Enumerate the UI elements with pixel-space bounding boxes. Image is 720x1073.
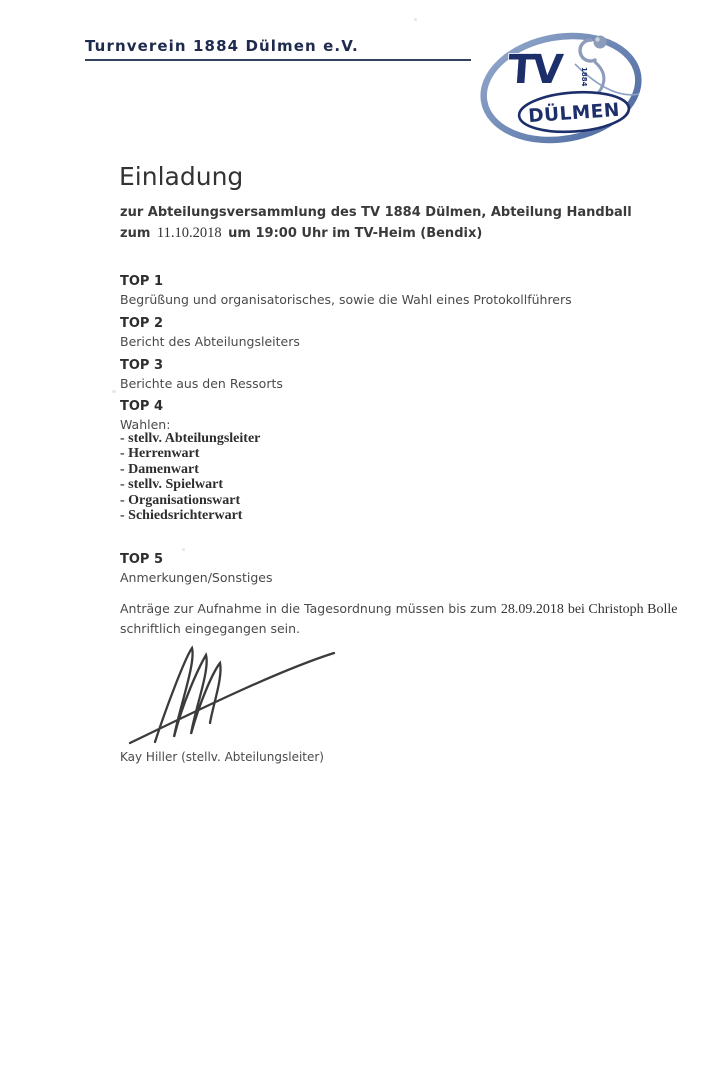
- intro-line1: zur Abteilungsversammlung des TV 1884 Dülmen, Abteilung Handball: [120, 205, 632, 220]
- closing-contact-person: bei Christoph Bolle: [567, 602, 678, 617]
- agenda-item-2: [120, 316, 300, 349]
- logo-city: DÜLMEN: [527, 99, 621, 128]
- intro-line2-suffix: um 19:00 Uhr im TV-Heim (Bendix): [228, 226, 483, 241]
- intro-line2-prefix: zum: [120, 226, 151, 241]
- agenda-text: Anmerkungen/Sonstiges: [120, 570, 273, 585]
- agenda-label: TOP 2: [120, 316, 164, 331]
- agenda-text: Begrüßung und organisatorisches, sowie die Wahl eines Protokollführers: [120, 292, 572, 307]
- scan-speck: [182, 548, 185, 551]
- club-logo: [479, 26, 644, 146]
- agenda-text: Wahlen:: [120, 417, 171, 432]
- deadline-date: 28.09.2018: [500, 602, 564, 617]
- agenda-text: Berichte aus den Ressorts: [120, 376, 283, 391]
- closing-line1: [120, 599, 677, 619]
- agenda-label: TOP 5: [120, 552, 164, 567]
- club-logo-graphic: [479, 26, 644, 146]
- closing-line1-prefix: Anträge zur Aufnahme in die Tagesordnung müssen bis zum: [120, 601, 497, 616]
- logo-year: 1884: [580, 67, 588, 87]
- document-title: Einladung: [119, 162, 244, 191]
- logo-abbr: TV: [506, 47, 562, 93]
- agenda-label: TOP 1: [120, 274, 164, 289]
- election-item: - Organisationswart: [120, 492, 241, 508]
- closing-paragraph: [120, 599, 677, 638]
- scan-speck: [414, 18, 417, 21]
- agenda-item-4: [120, 399, 170, 432]
- election-item: - stellv. Abteilungsleiter: [120, 431, 261, 446]
- election-item: - Herrenwart: [120, 446, 200, 462]
- election-item: - Damenwart: [120, 461, 199, 477]
- signature-image: [126, 644, 341, 746]
- agenda-item-3: [120, 358, 283, 391]
- meeting-date: 11.10.2018: [156, 225, 222, 241]
- intro-line2: [120, 223, 632, 244]
- election-item: - Schiedsrichterwart: [120, 508, 243, 524]
- intro-paragraph: [120, 203, 632, 244]
- signature-name: Kay Hiller (stellv. Abteilungsleiter): [120, 750, 324, 764]
- agenda-item-5: [120, 552, 272, 585]
- agenda-label: TOP 3: [120, 358, 164, 373]
- election-positions-list: [120, 431, 260, 523]
- letterhead-org-name: Turnverein 1884 Dülmen e.V.: [85, 37, 359, 55]
- signature-strokes: [126, 644, 341, 746]
- scan-speck: [112, 390, 116, 393]
- agenda-item-1: [120, 274, 572, 307]
- agenda-label: TOP 4: [120, 399, 164, 414]
- letterhead-rule: [85, 59, 471, 61]
- agenda-text: Bericht des Abteilungsleiters: [120, 334, 300, 349]
- closing-line2: schriftlich eingegangen sein.: [120, 621, 301, 636]
- election-item: - stellv. Spielwart: [120, 477, 224, 493]
